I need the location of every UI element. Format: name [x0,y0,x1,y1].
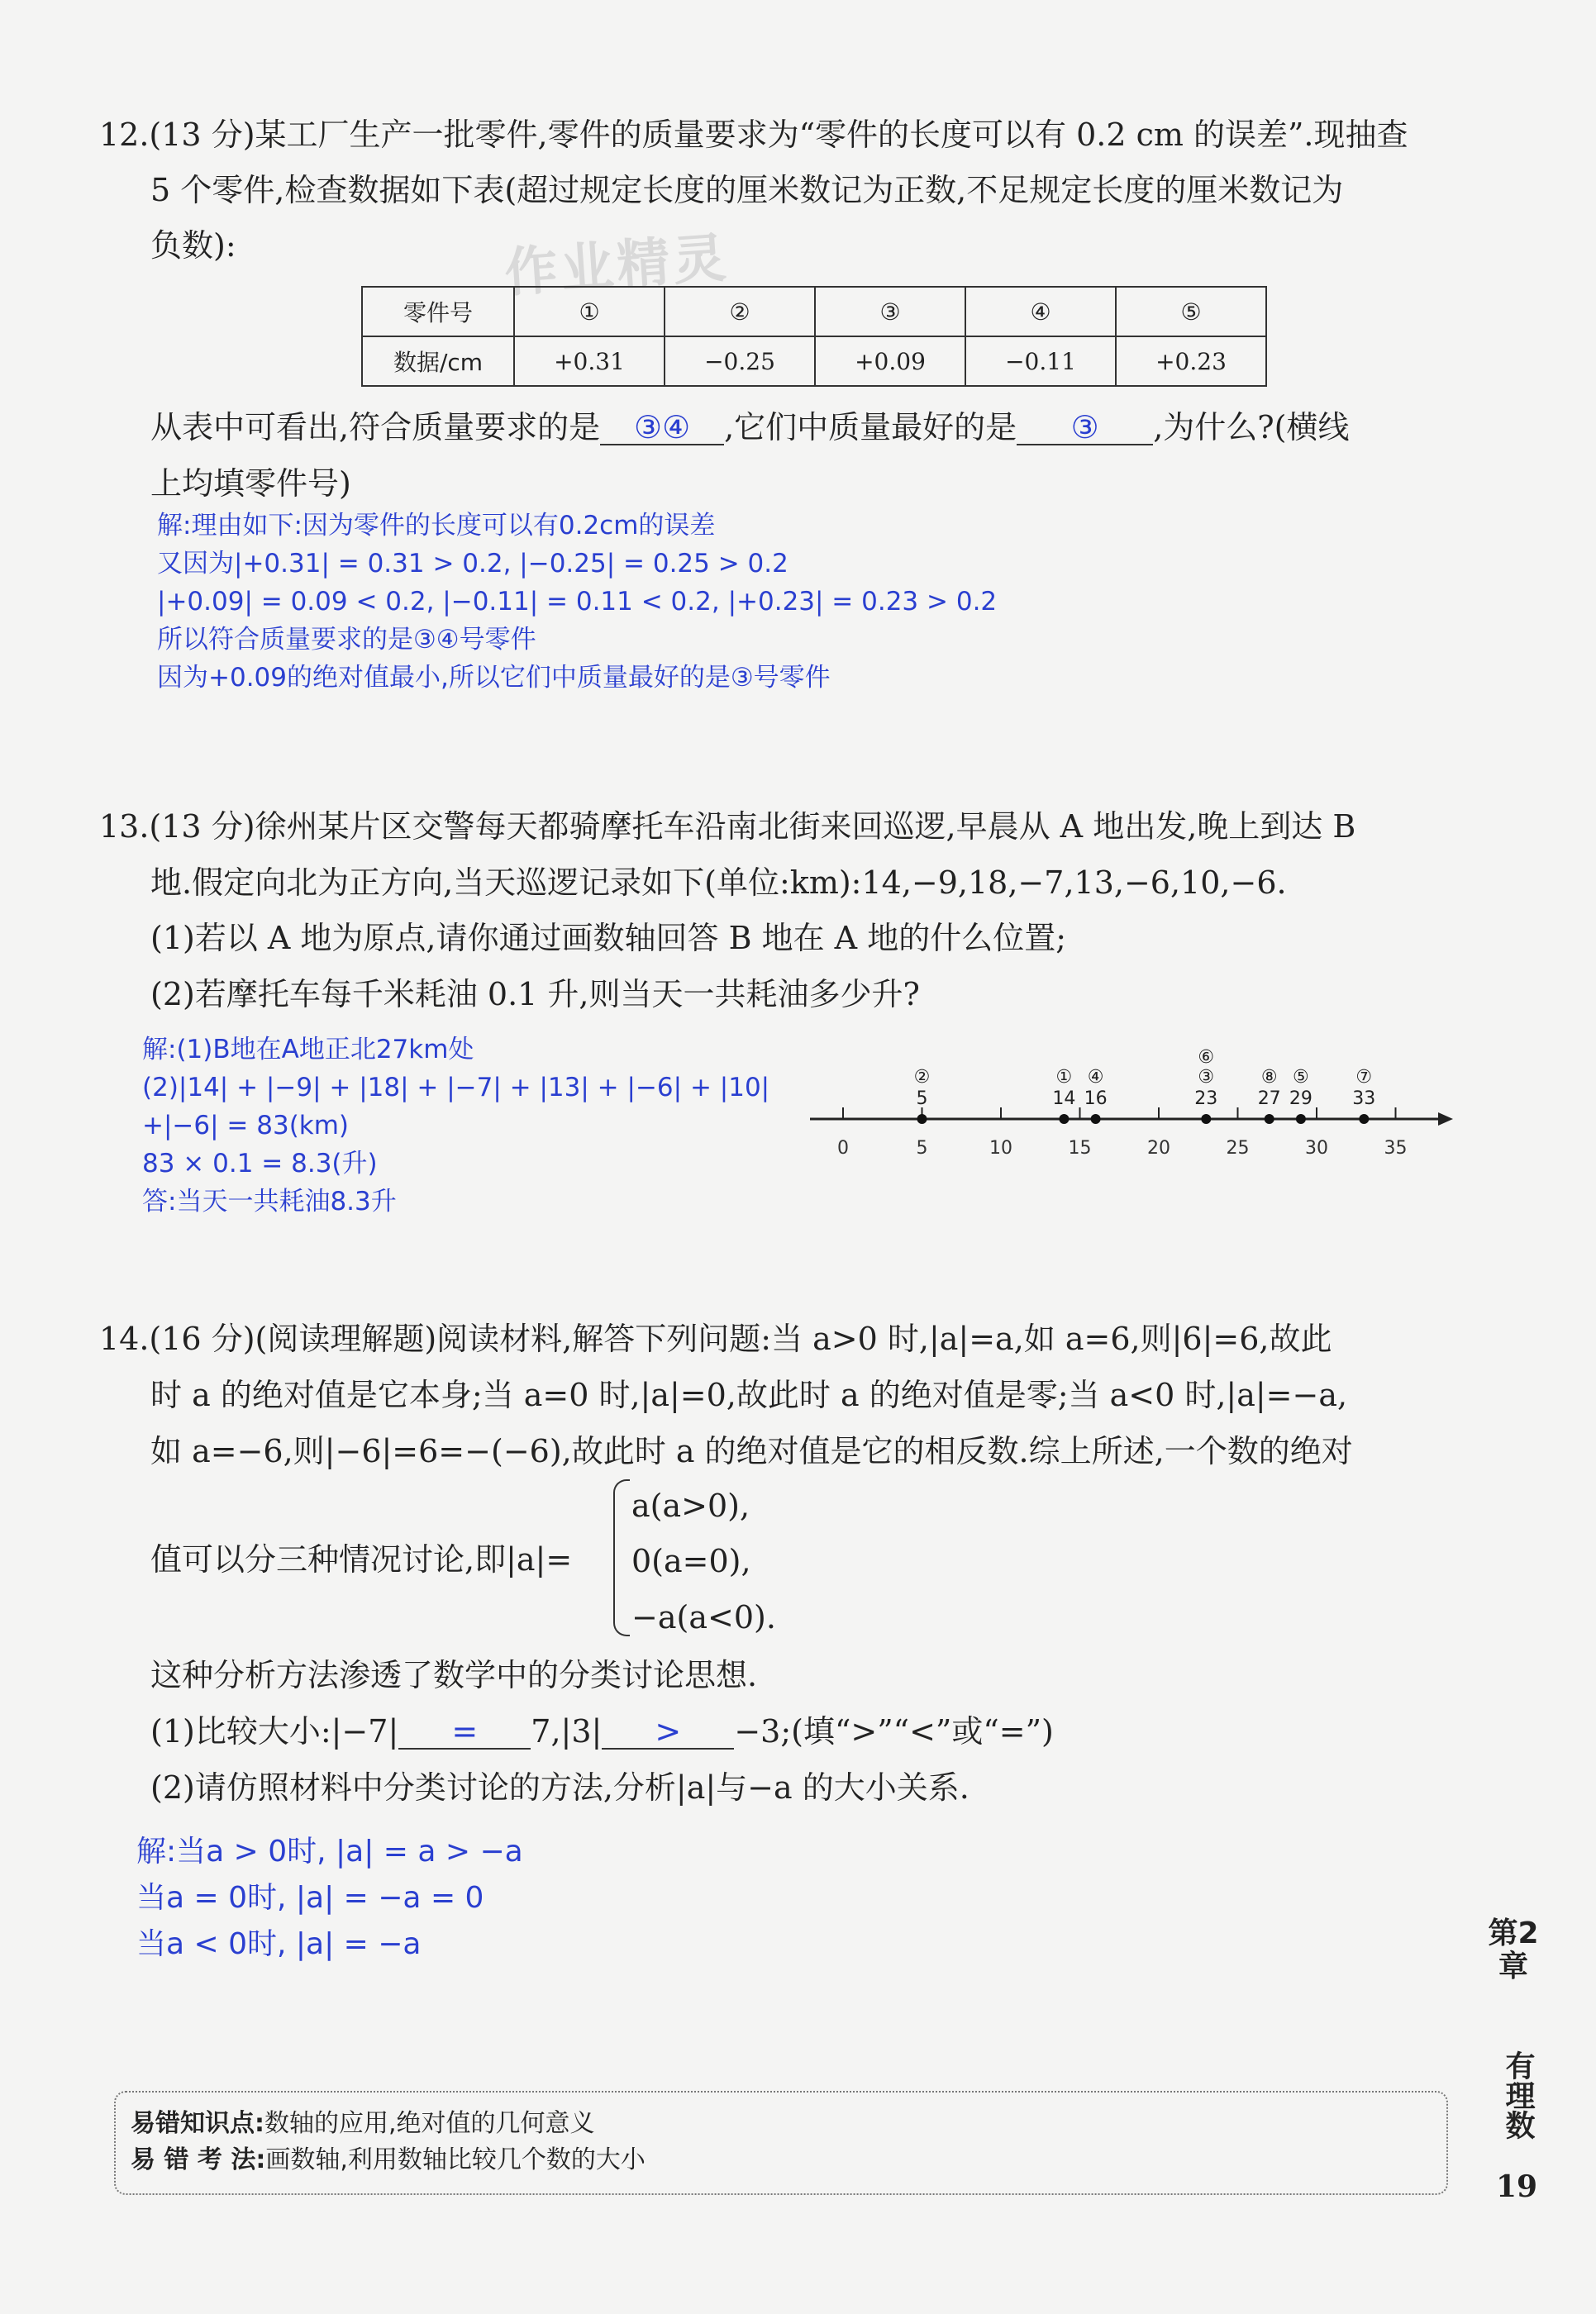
solution-line: 解:理由如下:因为零件的长度可以有0.2cm的误差 [157,511,716,540]
table-cell: +0.09 [815,336,965,386]
parts-table [361,286,1267,387]
table-cell: ① [514,287,665,336]
table-data-label: 数据/cm [362,336,514,386]
table-cell: −0.25 [665,336,815,386]
tips-box [114,2091,1448,2195]
page-number: 19 [1495,2169,1538,2204]
q13-line4: (2)若摩托车每千米耗油 0.1 升,则当天一共耗油多少升? [150,976,920,1012]
q13-line3: (1)若以 A 地为原点,请你通过画数轴回答 B 地在 A 地的什么位置; [150,920,1066,956]
axis-tick-label: 15 [1068,1138,1092,1159]
table-header-label: 零件号 [362,287,514,336]
axis-point [1359,1114,1369,1124]
solution-line: 因为+0.09的绝对值最小,所以它们中质量最好的是③号零件 [157,663,831,693]
q12-line1: 12.(13 分)某工厂生产一批零件,零件的质量要求为“零件的长度可以有 0.2 cm 的误差”.现抽查 [99,117,1408,153]
q12-prompt-line [150,407,1349,448]
axis-point [1059,1114,1069,1124]
solution-line: 解:当a > 0时, |a| = a > −a [136,1835,523,1869]
axis-tick-label: 25 [1226,1138,1250,1159]
q12-solution [157,507,997,697]
axis-point-label: 14 [1052,1088,1076,1109]
tip-line-1 [131,2106,595,2142]
q14-case2: 0(a=0), [631,1543,751,1579]
q14-p1-b: 7,|3| [531,1713,603,1750]
q12-prompt-c: ,为什么?(横线 [1153,409,1350,445]
table-row [362,287,1266,336]
axis-point-order: ⑥ [1198,1047,1215,1068]
table-row [362,336,1266,386]
q13-line2: 地.假定向北为正方向,当天巡逻记录如下(单位:km):14,−9,18,−7,13,−6,10,−6. [150,864,1287,901]
axis-point-order: ⑧ [1260,1067,1278,1088]
axis-point-order: ③ [1198,1067,1215,1088]
tip-line-2 [131,2142,646,2178]
axis-point-label: 27 [1257,1088,1281,1109]
axis-arrow [1438,1112,1453,1126]
solution-line: |+0.09| = 0.09 < 0.2, |−0.11| = 0.11 < 0.2, |+0.23| = 0.23 > 0.2 [157,587,998,617]
q12-prompt-b: ,它们中质量最好的是 [724,409,1017,445]
q13-line1: 13.(13 分)徐州某片区交警每天都骑摩托车沿南北街来回巡逻,早晨从 A 地出发,晚上到达 B [99,808,1356,845]
axis-point-order: ⑦ [1355,1067,1373,1088]
axis-point-order: ② [913,1067,931,1088]
q12-line5: 上均填零件号) [150,465,351,502]
table-cell: −0.11 [965,336,1116,386]
q14-case1: a(a>0), [631,1488,750,1524]
axis-point [917,1114,927,1124]
solution-line: 当a = 0时, |a| = −a = 0 [136,1881,484,1915]
q14-line2: 时 a 的绝对值是它本身;当 a=0 时,|a|=0,故此时 a 的绝对值是零;当 a<0 时,|a|=−a, [150,1377,1348,1413]
q12-blank-a[interactable]: ③④ [600,411,724,445]
axis-point-order: ⑤ [1293,1067,1309,1088]
table-cell: +0.31 [514,336,665,386]
solution-line: +|−6| = 83(km) [142,1111,350,1140]
axis-point-label: 23 [1194,1088,1218,1109]
axis-point-label: 33 [1352,1088,1376,1109]
axis-tick-label: 30 [1305,1138,1328,1159]
q14-part1-line [150,1711,1054,1752]
solution-line: 当a < 0时, |a| = −a [136,1927,422,1961]
axis-point-label: 16 [1084,1088,1108,1109]
table-cell: ③ [815,287,965,336]
q12-blank-b[interactable]: ③ [1017,411,1153,445]
table-cell: ② [665,287,815,336]
q14-blank-2[interactable]: > [602,1715,734,1750]
axis-point-label: 5 [916,1088,928,1109]
q14-part2: (2)请仿照材料中分类讨论的方法,分析|a|与−a 的大小关系. [150,1769,970,1806]
solution-line: 解:(1)B地在A地正北27km处 [142,1035,474,1064]
axis-tick-label: 20 [1147,1138,1170,1159]
q12-line3: 负数): [150,227,236,264]
number-axis [810,1033,1455,1174]
axis-point [1091,1114,1101,1124]
tip-label-1: 易错知识点: [131,2109,264,2138]
tip-text-2: 画数轴,利用数轴比较几个数的大小 [265,2145,646,2174]
q13-solution [142,1031,769,1221]
chapter-label: 第2章 [1488,1916,1539,1983]
axis-point [1201,1114,1211,1124]
solution-line: 所以符合质量要求的是③④号零件 [157,625,536,655]
table-cell: ⑤ [1116,287,1266,336]
tip-label-2: 易 错 考 法: [131,2145,266,2174]
q14-case3: −a(a<0). [631,1599,776,1636]
q14-line1: 14.(16 分)(阅读理解题)阅读材料,解答下列问题:当 a>0 时,|a|=a,如 a=6,则|6|=6,故此 [99,1321,1332,1357]
q14-line5: 这种分析方法渗透了数学中的分类讨论思想. [150,1657,758,1693]
axis-tick-label: 5 [916,1138,928,1159]
case-brace [613,1479,630,1636]
solution-line: 答:当天一共耗油8.3升 [142,1187,397,1217]
table-cell: ④ [965,287,1116,336]
axis-point-order: ④ [1087,1067,1104,1088]
axis-point-order: ① [1055,1067,1073,1088]
q14-p1-a: (1)比较大小:|−7| [150,1713,399,1750]
q14-solution [136,1829,523,1968]
axis-tick-label: 35 [1384,1138,1408,1159]
q14-line3: 如 a=−6,则|−6|=6=−(−6),故此时 a 的绝对值是它的相反数.综上所述,一个数的绝对 [150,1433,1353,1469]
watermark: 作业精灵 [503,227,731,305]
chapter-title: 有理数 [1501,2050,1535,2140]
solution-line: 又因为|+0.31| = 0.31 > 0.2, |−0.25| = 0.25 > 0.2 [157,549,788,578]
solution-line: (2)|14| + |−9| + |18| + |−7| + |13| + |−6| + |10| [142,1073,770,1102]
axis-point [1265,1114,1274,1124]
q14-line4: 值可以分三种情况讨论,即|a|= [150,1541,573,1578]
axis-tick-label: 0 [837,1138,849,1159]
table-cell: +0.23 [1116,336,1266,386]
q12-prompt-a: 从表中可看出,符合质量要求的是 [150,409,601,445]
q14-p1-c: −3;(填“>”“<”或“=”) [734,1713,1054,1750]
axis-tick-label: 10 [989,1138,1012,1159]
q14-blank-1[interactable]: = [398,1715,531,1750]
axis-point-label: 29 [1289,1088,1313,1109]
solution-line: 83 × 0.1 = 8.3(升) [142,1149,378,1178]
q12-line2: 5 个零件,检查数据如下表(超过规定长度的厘米数记为正数,不足规定长度的厘米数记为 [150,172,1344,208]
tip-text-1: 数轴的应用,绝对值的几何意义 [264,2109,595,2138]
axis-point [1296,1114,1306,1124]
